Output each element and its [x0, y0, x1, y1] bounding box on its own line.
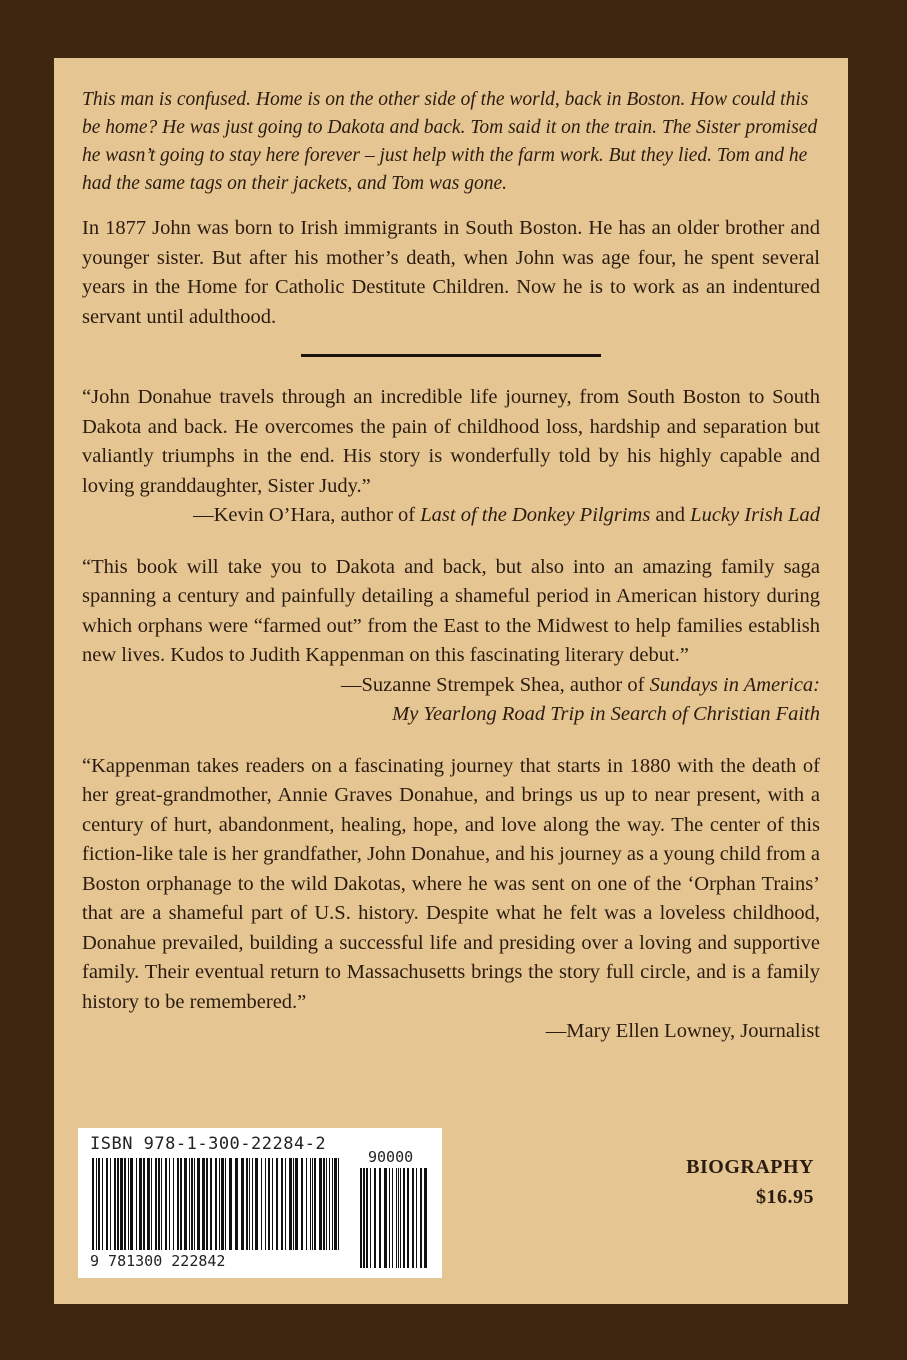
attribution-title: My Yearlong Road Trip in Search of Christian Faith	[392, 703, 820, 725]
attribution-title: Last of the Donkey Pilgrims	[420, 504, 651, 526]
attribution-author: —Mary Ellen Lowney, Journalist	[545, 1020, 820, 1042]
attribution-joiner: and	[650, 504, 691, 526]
divider-rule	[301, 354, 601, 357]
attribution-author: —Kevin O’Hara, author of	[193, 504, 421, 526]
barcode-digits: 9 781300 222842	[90, 1252, 226, 1270]
review-attribution	[82, 671, 820, 701]
attribution-title: Lucky Irish Lad	[690, 504, 820, 526]
review-2	[82, 553, 820, 730]
attribution-title: Sundays in America:	[649, 673, 820, 696]
back-cover	[54, 58, 848, 1304]
review-attribution	[82, 501, 820, 531]
genre-price-block	[686, 1152, 814, 1212]
price-label: $16.95	[756, 1186, 814, 1208]
review-text: “John Donahue travels through an incredible life journey, from South Boston to South Dakota and back. He overcomes the pain of childhood loss, hardship and separation but valiantly triumphs in the end. His story is wonderfully told by his highly capable and loving granddaughter, Sister Judy.”	[82, 386, 820, 497]
isbn-barcode	[78, 1128, 442, 1278]
review-1	[82, 383, 820, 531]
review-text: “Kappenman takes readers on a fascinating journey that starts in 1880 with the death of her great-grandmother, Annie Graves Donahue, and brings us up to near present, with a century of hurt, abandonment, healing, hope, and love along the way. The center of this fiction-like tale is her grandfather, John Donahue, and his journey as a young child from a Boston orphanage to the wild Dakotas, where he was sent on one of the ‘Orphan Trains’ that are a shameful part of U.S. history. Despite what he felt was a loveless childhood, Donahue prevailed, building a successful life and presiding over a loving and supportive family. Their eventual return to Massachusetts brings the story full circle, and is a family history to be remembered.”	[82, 754, 820, 1013]
attribution-author: —Suzanne Strempek Shea, author of	[341, 673, 650, 696]
review-attribution	[82, 1017, 820, 1047]
review-text: “This book will take you to Dakota and back, but also into an amazing family saga spanning a century and painfully detailing a shameful period in American history during which orphans were “farmed out” from the East to the Midwest to help families establish new lives. Kudos to Judith Kappenman on this fascinating literary debut.”	[82, 555, 820, 666]
intro-paragraph: In 1877 John was born to Irish immigrants in South Boston. He has an older brother and younger sister. But after his mother’s death, when John was age four, he spent several years in the Home for Catholic Destitute Children. Now he is to work as an indentured servant until adulthood.	[82, 217, 820, 328]
genre-label: BIOGRAPHY	[686, 1156, 814, 1178]
review-attribution-line2	[82, 700, 820, 730]
isbn-label: ISBN 978-1-300-22284-2	[90, 1134, 327, 1154]
italic-blurb: This man is confused. Home is on the other side of the world, back in Boston. How could this be home? He was just going to Dakota and back. Tom said it on the train. The Sister promised he wasn’t going to stay here forever – just help with the farm work. But they lied. Tom and he had the same tags on their jackets, and Tom was gone.	[82, 89, 818, 194]
review-3	[82, 752, 820, 1047]
barcode-addon: 90000	[368, 1148, 414, 1166]
